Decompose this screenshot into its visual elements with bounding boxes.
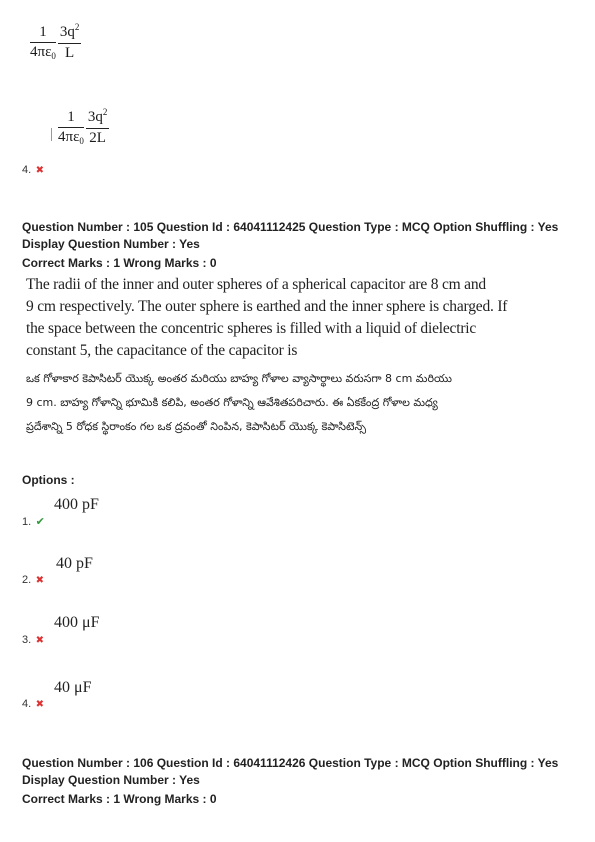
fraction-numerator: 1 (30, 24, 56, 43)
option-4-text: 40 μF (54, 679, 92, 696)
option-4-marker (22, 694, 44, 712)
option-cursor-mark (51, 128, 52, 141)
option-number: 4. (22, 698, 32, 710)
fraction-3q2-over-L (58, 24, 82, 62)
question-text-line: constant 5, the capacitance of the capacitor is (26, 342, 298, 359)
wrong-cross-icon: ✖ (35, 635, 45, 646)
option-number: 2. (22, 574, 32, 586)
prev-option-3-formula (30, 24, 81, 62)
question-english-text (26, 274, 586, 362)
fraction-numerator: $3q^2$ (86, 109, 110, 129)
fraction-denominator: $4\pi\varepsilon_0$ (30, 44, 56, 61)
fraction-one-over-four-pi-eps (30, 24, 56, 62)
question-106-header (22, 755, 587, 808)
option-number: 4. (22, 164, 32, 176)
wrong-cross-icon: ✖ (35, 165, 45, 176)
fraction-denominator: 2L (89, 130, 106, 146)
question-text-line: ప్రదేశాన్ని 5 రోధక స్థిరాంకం గల ఒక ద్రవంతో నింపిన, కెపాసిటర్ యొక్క కెపాసిటెన్స్ (26, 420, 367, 433)
fraction-denominator: L (65, 45, 75, 61)
question-meta-line: Question Number : 106 Question Id : 64041112426 Question Type : MCQ Option Shuffling : Yes (22, 756, 559, 770)
option-3-text: 400 μF (54, 614, 100, 631)
wrong-cross-icon: ✖ (35, 575, 45, 586)
option-number: 1. (22, 516, 32, 528)
option-1-marker (22, 512, 45, 530)
question-meta-line: Question Number : 105 Question Id : 64041112425 Question Type : MCQ Option Shuffling : Yes (22, 220, 559, 234)
question-text-line: ఒక గోళాకార కెపాసిటర్ యొక్క అంతర మరియు బాహ్య గోళాల వ్యాసార్థాలు వరుసగా 8 cm మరియు (26, 372, 452, 385)
prev-option-4-marker (22, 160, 44, 178)
prev-option-4-formula (58, 109, 109, 147)
wrong-cross-icon: ✖ (35, 699, 45, 710)
option-2-text: 40 pF (56, 555, 93, 572)
question-meta-line: Display Question Number : Yes (22, 237, 200, 251)
question-105-header (22, 219, 587, 272)
marks-line: Correct Marks : 1 Wrong Marks : 0 (22, 792, 217, 806)
correct-check-icon: ✔ (35, 516, 45, 528)
options-label: Options : (22, 473, 75, 487)
question-text-line: the space between the concentric spheres is filled with a liquid of dielectric (26, 320, 477, 337)
fraction-one-over-four-pi-eps (58, 109, 84, 147)
fraction-3q2-over-2L (86, 109, 110, 147)
question-text-line: 9 cm. బాహ్య గోళాన్ని భూమికి కలిపి, అంతర గోళాన్ని ఆవేశితపరిచారు. ఈ ఏకకేంద్ర గోళాల మధ్య (26, 396, 438, 409)
question-text-line: 9 cm respectively. The outer sphere is earthed and the inner sphere is charged. If (26, 298, 508, 315)
option-number: 3. (22, 634, 32, 646)
option-2-marker (22, 570, 44, 588)
question-meta-line: Display Question Number : Yes (22, 773, 200, 787)
fraction-denominator: $4\pi\varepsilon_0$ (58, 129, 84, 146)
question-telugu-text (26, 367, 586, 439)
fraction-numerator: $3q^2$ (58, 24, 82, 44)
fraction-numerator: 1 (58, 109, 84, 128)
option-1-text: 400 pF (54, 496, 99, 513)
option-3-marker (22, 630, 44, 648)
question-text-line: The radii of the inner and outer spheres of a spherical capacitor are 8 cm and (26, 276, 486, 293)
marks-line: Correct Marks : 1 Wrong Marks : 0 (22, 256, 217, 270)
